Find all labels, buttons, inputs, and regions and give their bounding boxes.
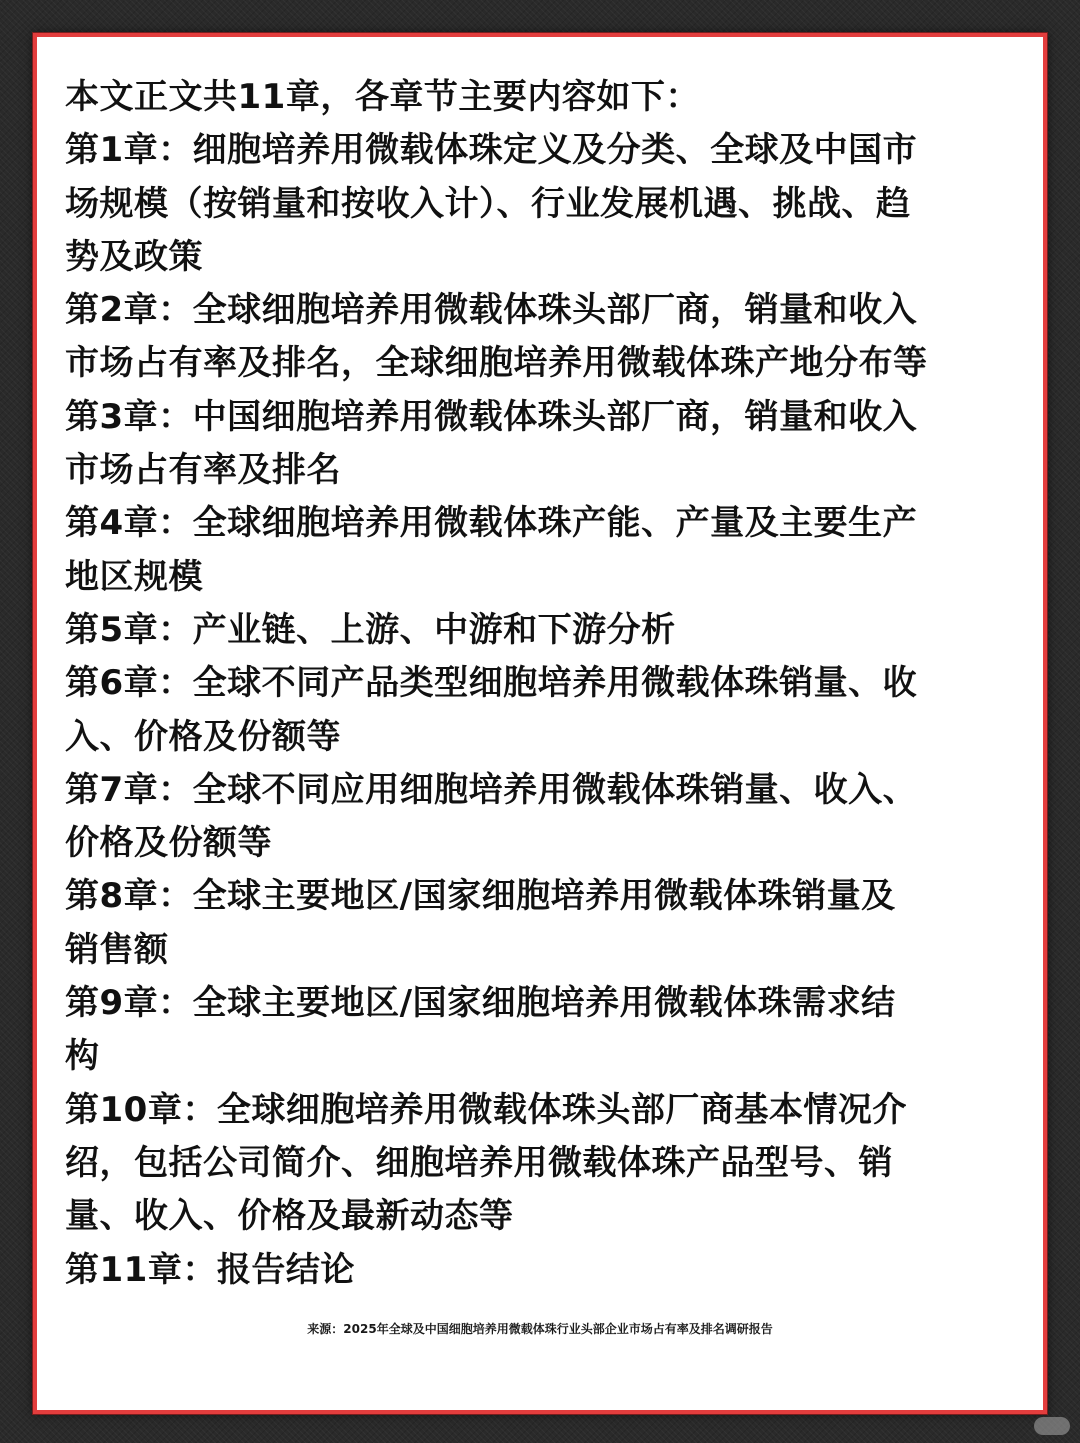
chapter-4-line-2: 地区规模 bbox=[65, 556, 203, 597]
chapter-9-line-1: 第9章：全球主要地区/国家细胞培养用微载体珠需求结 bbox=[65, 983, 896, 1024]
chapter-7-line-2: 价格及份额等 bbox=[65, 823, 272, 864]
chapter-2-line-1: 第2章：全球细胞培养用微载体珠头部厂商，销量和收入 bbox=[65, 290, 918, 331]
source-caption: 来源：2025年全球及中国细胞培养用微载体珠行业头部企业市场占有率及排名调研报告 bbox=[307, 1322, 773, 1336]
content-card bbox=[33, 33, 1047, 1414]
chapter-1-line-1: 第1章：细胞培养用微载体珠定义及分类、全球及中国市 bbox=[65, 130, 918, 171]
chapter-1-line-3: 势及政策 bbox=[65, 236, 203, 277]
watermark-logo bbox=[1034, 1417, 1070, 1435]
chapter-4-line-1: 第4章：全球细胞培养用微载体珠产能、产量及主要生产 bbox=[65, 503, 918, 544]
chapter-5-line-1: 第5章：产业链、上游、中游和下游分析 bbox=[65, 609, 676, 650]
chapter-2-line-2: 市场占有率及排名，全球细胞培养用微载体珠产地分布等 bbox=[65, 343, 928, 384]
chapter-9-line-2: 构 bbox=[65, 1036, 100, 1077]
chapter-10-line-2: 绍，包括公司简介、细胞培养用微载体珠产品型号、销 bbox=[65, 1142, 893, 1183]
chapter-11-line-1: 第11章：报告结论 bbox=[65, 1249, 355, 1290]
chapter-3-line-2: 市场占有率及排名 bbox=[65, 450, 341, 491]
chapter-10-line-1: 第10章：全球细胞培养用微载体珠头部厂商基本情况介 bbox=[65, 1089, 907, 1130]
chapter-3-line-1: 第3章：中国细胞培养用微载体珠头部厂商，销量和收入 bbox=[65, 396, 918, 437]
chapter-7-line-1: 第7章：全球不同应用细胞培养用微载体珠销量、收入、 bbox=[65, 769, 918, 810]
chapter-6-line-1: 第6章：全球不同产品类型细胞培养用微载体珠销量、收 bbox=[65, 663, 918, 704]
chapter-10-line-3: 量、收入、价格及最新动态等 bbox=[65, 1196, 514, 1237]
chapter-list bbox=[65, 71, 1025, 1297]
chapter-8-line-2: 销售额 bbox=[65, 929, 169, 970]
intro-line: 本文正文共11章，各章节主要内容如下： bbox=[65, 77, 700, 117]
chapter-8-line-1: 第8章：全球主要地区/国家细胞培养用微载体珠销量及 bbox=[65, 876, 896, 917]
chapter-1-line-2: 场规模（按销量和按收入计）、行业发展机遇、挑战、趋 bbox=[65, 183, 911, 224]
chapter-6-line-2: 入、价格及份额等 bbox=[65, 716, 341, 757]
